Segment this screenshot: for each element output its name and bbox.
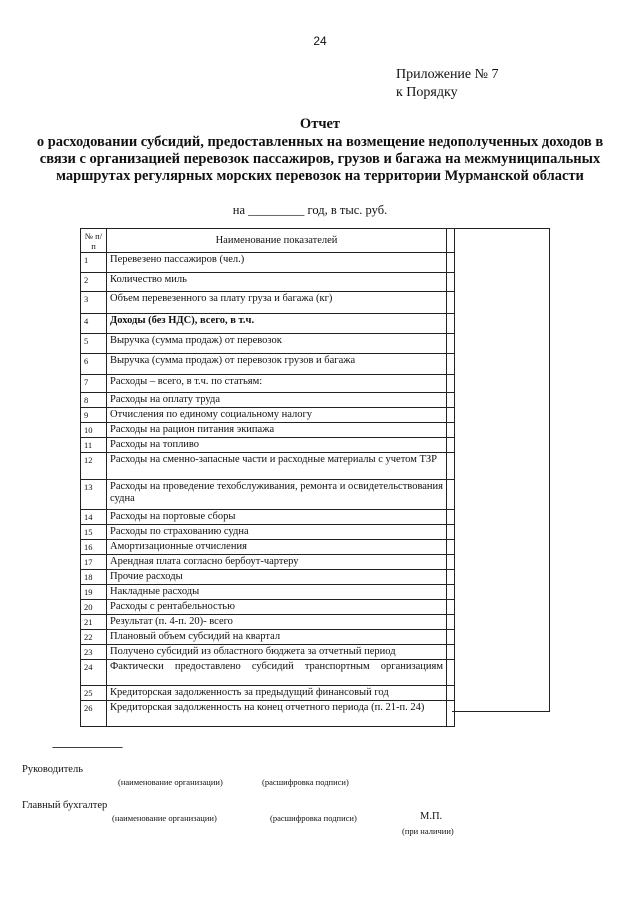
row-indicator-name: Расходы по страхованию судна xyxy=(107,525,447,540)
seal-label: М.П. xyxy=(420,811,443,822)
row-indicator-name: Отчисления по единому социальному налогу xyxy=(107,408,447,423)
table-row xyxy=(81,660,455,686)
appendix-line-1: Приложение № 7 xyxy=(396,67,499,82)
row-indicator-name: Расходы на проведение техобслуживания, ремонта и освидетельствования судна xyxy=(107,480,447,510)
accountant-signature-hint: (расшифровка подписи) xyxy=(270,813,357,823)
table-row xyxy=(81,393,455,408)
report-period xyxy=(0,203,620,218)
row-indicator-name: Расходы на оплату труда xyxy=(107,393,447,408)
row-number: 2 xyxy=(81,273,107,292)
period-blank: _________ xyxy=(248,203,305,217)
row-number: 6 xyxy=(81,354,107,375)
table-header-row xyxy=(81,229,455,253)
table-row xyxy=(81,686,455,701)
table-row xyxy=(81,615,455,630)
table-row xyxy=(81,645,455,660)
table-row xyxy=(81,701,455,727)
period-prefix: на xyxy=(232,203,246,217)
row-indicator-name: Расходы на рацион питания экипажа xyxy=(107,423,447,438)
row-number: 14 xyxy=(81,510,107,525)
row-indicator-name: Плановый объем субсидий на квартал xyxy=(107,630,447,645)
period-suffix: год, в тыс. руб. xyxy=(307,203,388,217)
row-number: 1 xyxy=(81,253,107,273)
head-signature-hint: (расшифровка подписи) xyxy=(262,777,349,787)
table-row xyxy=(81,540,455,555)
row-number: 12 xyxy=(81,453,107,480)
row-number: 16 xyxy=(81,540,107,555)
row-indicator-name: Расходы – всего, в т.ч. по статьям: xyxy=(107,375,447,393)
row-indicator-name: Прочие расходы xyxy=(107,570,447,585)
row-indicator-name: Выручка (сумма продаж) от перевозок грузов и багажа xyxy=(107,354,447,375)
row-number: 22 xyxy=(81,630,107,645)
table-body xyxy=(81,253,455,727)
table-row xyxy=(81,273,455,292)
row-number: 19 xyxy=(81,585,107,600)
row-indicator-name: Расходы на топливо xyxy=(107,438,447,453)
row-number: 3 xyxy=(81,292,107,314)
row-indicator-name: Результат (п. 4-п. 20)- всего xyxy=(107,615,447,630)
table-row xyxy=(81,600,455,615)
row-indicator-name: Перевезено пассажиров (чел.) xyxy=(107,253,447,273)
row-number: 9 xyxy=(81,408,107,423)
row-number: 10 xyxy=(81,423,107,438)
row-indicator-name: Амортизационные отчисления xyxy=(107,540,447,555)
row-number: 5 xyxy=(81,334,107,354)
table-row xyxy=(81,423,455,438)
row-indicator-name: Доходы (без НДС), всего, в т.ч. xyxy=(107,314,447,334)
row-indicator-name: Кредиторская задолженность на конец отчетного периода (п. 21-п. 24) xyxy=(107,701,447,727)
row-indicator-name: Расходы на сменно-запасные части и расходные материалы с учетом ТЗР xyxy=(107,453,447,480)
row-indicator-name: Расходы на портовые сборы xyxy=(107,510,447,525)
table-row xyxy=(81,253,455,273)
row-number: 8 xyxy=(81,393,107,408)
row-number: 7 xyxy=(81,375,107,393)
row-number: 13 xyxy=(81,480,107,510)
accountant-label: Главный бухгалтер xyxy=(22,800,108,811)
row-number: 23 xyxy=(81,645,107,660)
row-indicator-name: Арендная плата согласно бербоут-чартеру xyxy=(107,555,447,570)
table-row xyxy=(81,408,455,423)
header-indicator-name: Наименование показателей xyxy=(107,229,447,253)
seal-note: (при наличии) xyxy=(402,826,454,836)
row-number: 4 xyxy=(81,314,107,334)
row-number: 20 xyxy=(81,600,107,615)
table-row xyxy=(81,292,455,314)
row-number: 11 xyxy=(81,438,107,453)
table-row xyxy=(81,570,455,585)
row-number: 24 xyxy=(81,660,107,686)
row-number: 26 xyxy=(81,701,107,727)
table-row xyxy=(81,510,455,525)
row-indicator-name: Количество миль xyxy=(107,273,447,292)
row-indicator-name: Объем перевезенного за плату груза и багажа (кг) xyxy=(107,292,447,314)
table-row xyxy=(81,525,455,540)
row-number: 21 xyxy=(81,615,107,630)
table-row xyxy=(81,585,455,600)
table-row xyxy=(81,375,455,393)
value-column xyxy=(452,228,550,712)
row-number: 17 xyxy=(81,555,107,570)
indicators-table xyxy=(80,228,455,727)
report-subtitle: о расходовании субсидий, предоставленных на возмещение недополученных доходов в связи с организацией перевозок пассажиров, грузов и багажа на межмуниципальных маршрутах регулярных морских перевозок на территории Мурманской области xyxy=(36,134,604,184)
row-indicator-name: Получено субсидий из областного бюджета за отчетный период xyxy=(107,645,447,660)
table-row xyxy=(81,480,455,510)
header-number: № п/п xyxy=(81,229,107,253)
table-row xyxy=(81,555,455,570)
footnote-dash-line: ------------------------------ xyxy=(52,742,122,753)
appendix-line-2: к Порядку xyxy=(396,85,458,100)
row-indicator-name: Выручка (сумма продаж) от перевозок xyxy=(107,334,447,354)
appendix-label xyxy=(396,66,499,102)
table-row xyxy=(81,630,455,645)
row-number: 18 xyxy=(81,570,107,585)
row-indicator-name: Кредиторская задолженность за предыдущий финансовый год xyxy=(107,686,447,701)
report-title: Отчет xyxy=(299,116,341,132)
row-indicator-name: Расходы с рентабельностью xyxy=(107,600,447,615)
head-org-name-hint: (наименование организации) xyxy=(118,777,223,787)
row-indicator-name: Фактически предоставлено субсидий транспортным организациям xyxy=(107,660,447,686)
table-row xyxy=(81,438,455,453)
table-row xyxy=(81,354,455,375)
page-number: 24 xyxy=(313,34,327,48)
row-indicator-name: Накладные расходы xyxy=(107,585,447,600)
row-number: 25 xyxy=(81,686,107,701)
table-row xyxy=(81,334,455,354)
accountant-org-name-hint: (наименование организации) xyxy=(112,813,217,823)
row-number: 15 xyxy=(81,525,107,540)
head-label: Руководитель xyxy=(22,764,83,775)
table-row xyxy=(81,314,455,334)
table-row xyxy=(81,453,455,480)
